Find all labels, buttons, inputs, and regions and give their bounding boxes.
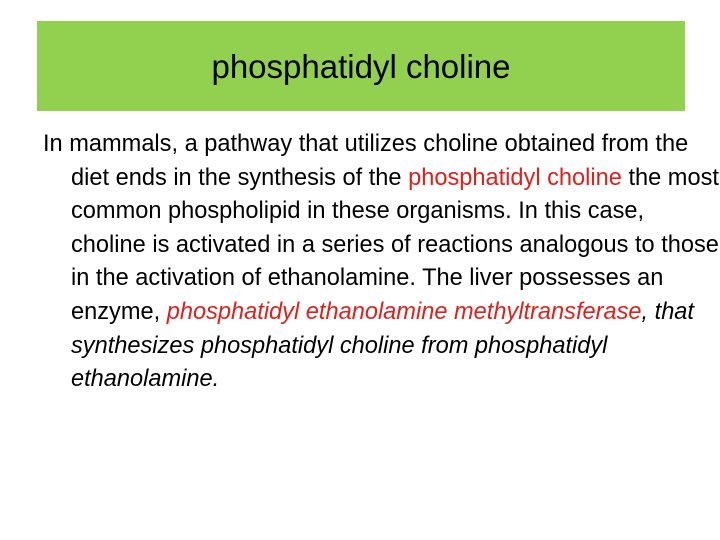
title-banner [37,21,685,111]
body-paragraph [43,128,720,397]
body-text-comma: , [641,298,649,325]
highlight-phosphatidyl-choline: phosphatidyl choline [408,164,622,191]
highlight-enzyme-name: phosphatidyl ethanolamine methyltransferase [166,298,642,325]
body-text-part-1: In mammals, a pathway that utilizes choline obtained from the diet ends in the synthesis of the [43,131,689,191]
body-text-part-2: the most common phospholipid in these organisms. In this case, choline is activated in a series of reactions analogous to those in the activation of ethanolamine. The liver possesses an enzyme, [71,164,719,325]
body-text-part-4: that synthesizes phosphatidyl choline from phosphatidyl ethanolamine. [71,298,694,393]
slide-title: phosphatidyl choline [211,47,511,85]
